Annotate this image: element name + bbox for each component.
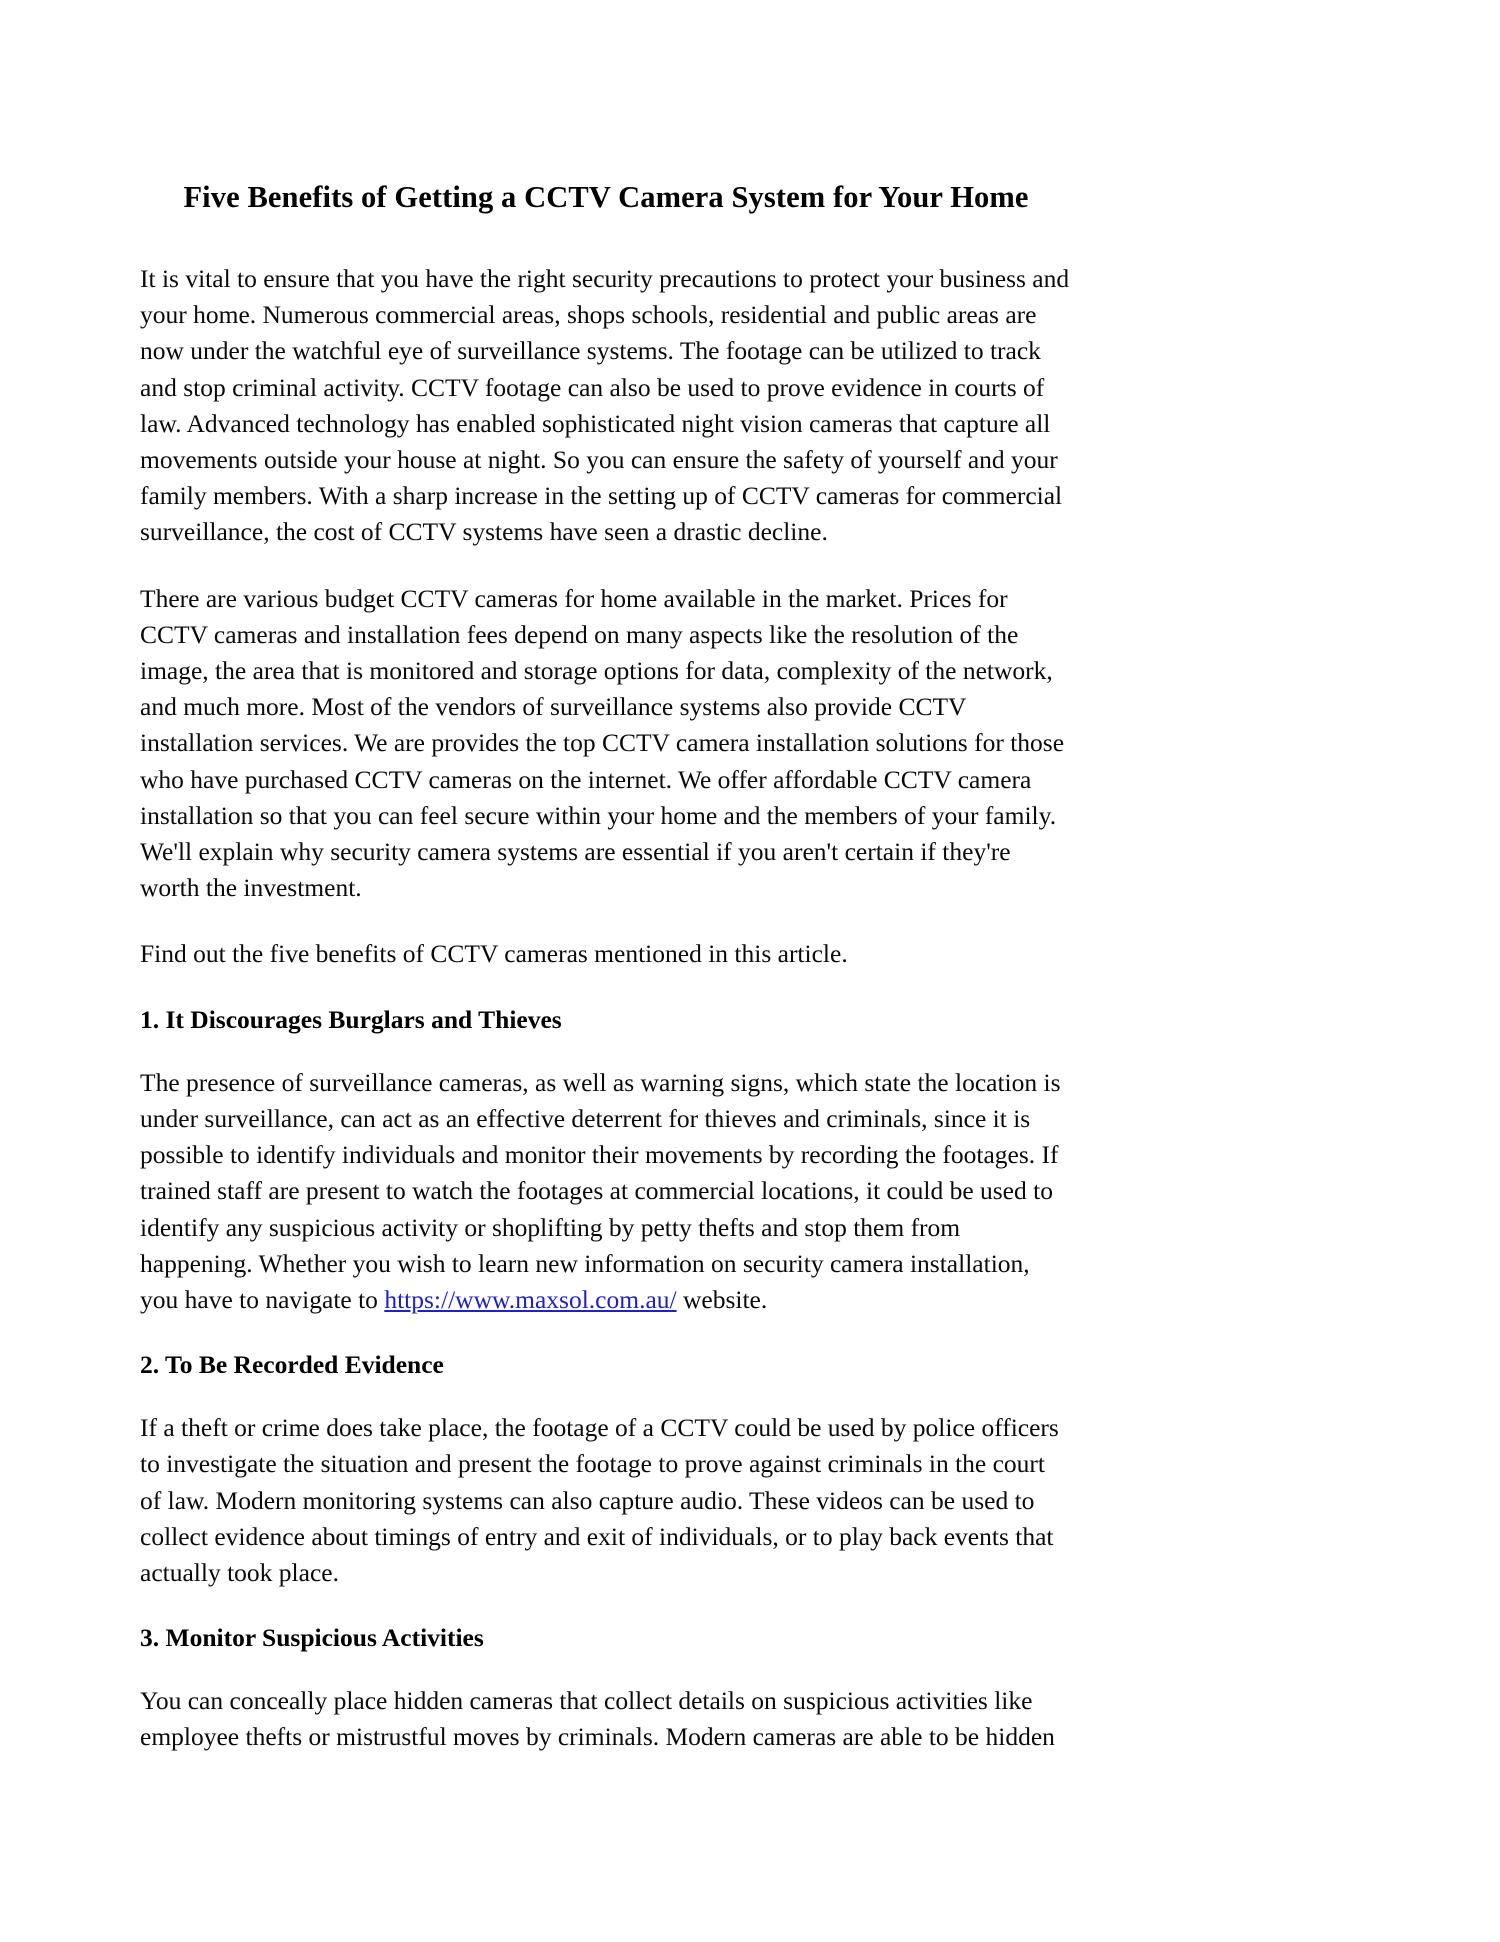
intro-paragraph-1: It is vital to ensure that you have the right security precautions to protect your business and your home. Numerous commercial areas, shops schools, residential and public areas are now under the watchful eye of surveillance systems. The footage can be utilized to track and stop criminal activity. CCTV footage can also be used to prove evidence in courts of law. Advanced technology has enabled sophisticated night vision cameras that capture all movements outside your house at night. So you can ensure the safety of yourself and your family members. With a sharp increase in the setting up of CCTV cameras for commercial surveillance, the cost of CCTV systems have seen a drastic decline.: [140, 264, 1070, 547]
maxsol-website-link[interactable]: https://www.maxsol.com.au/: [384, 1284, 677, 1314]
section-1-text-before-link: The presence of surveillance cameras, as well as warning signs, which state the location is under surveillance, can act as an effective deterrent for thieves and criminals, since it is possible to identify individuals and monitor their movements by recording the footages. If trained staff are present to watch the footages at commercial locations, it could be used to identify any suspicious activity or shoplifting by petty thefts and stop them from happening. Whether you wish to learn new information on security camera installation, you have to navigate to: [140, 1067, 1061, 1314]
page-title: Five Benefits of Getting a CCTV Camera System for Your Home: [183, 180, 1029, 214]
document-content: [140, 178, 1072, 1786]
intro-paragraph-2: There are various budget CCTV cameras for home available in the market. Prices for CCTV cameras and installation fees depend on many aspects like the resolution of the image, the area that is monitored and storage options for data, complexity of the network, and much more. Most of the vendors of surveillance systems also provide CCTV installation services. We are provides the top CCTV camera installation solutions for those who have purchased CCTV cameras on the internet. We offer affordable CCTV camera installation so that you can feel secure within your home and the members of your family. We'll explain why security camera systems are essential if you aren't certain if they're worth the investment.: [140, 583, 1065, 903]
section-heading-3: 3. Monitor Suspicious Activities: [140, 1623, 484, 1653]
intro-paragraph-3: Find out the five benefits of CCTV cameras mentioned in this article.: [140, 939, 848, 969]
section-paragraph-1: [140, 1065, 1072, 1318]
section-heading-2: 2. To Be Recorded Evidence: [140, 1350, 444, 1380]
section-heading-1: 1. It Discourages Burglars and Thieves: [140, 1004, 562, 1034]
section-paragraph-3: You can conceally place hidden cameras that collect details on suspicious activities like employee thefts or mistrustful moves by criminals. Modern cameras are able to be hidden: [140, 1686, 1055, 1752]
section-paragraph-2: If a theft or crime does take place, the footage of a CCTV could be used by police officers to investigate the situation and present the footage to prove against criminals in the court of law. Modern monitoring systems can also capture audio. These videos can be used to collect evidence about timings of entry and exit of individuals, or to play back events that actually took place.: [140, 1413, 1059, 1587]
section-1-text-after-link: website.: [676, 1284, 768, 1314]
